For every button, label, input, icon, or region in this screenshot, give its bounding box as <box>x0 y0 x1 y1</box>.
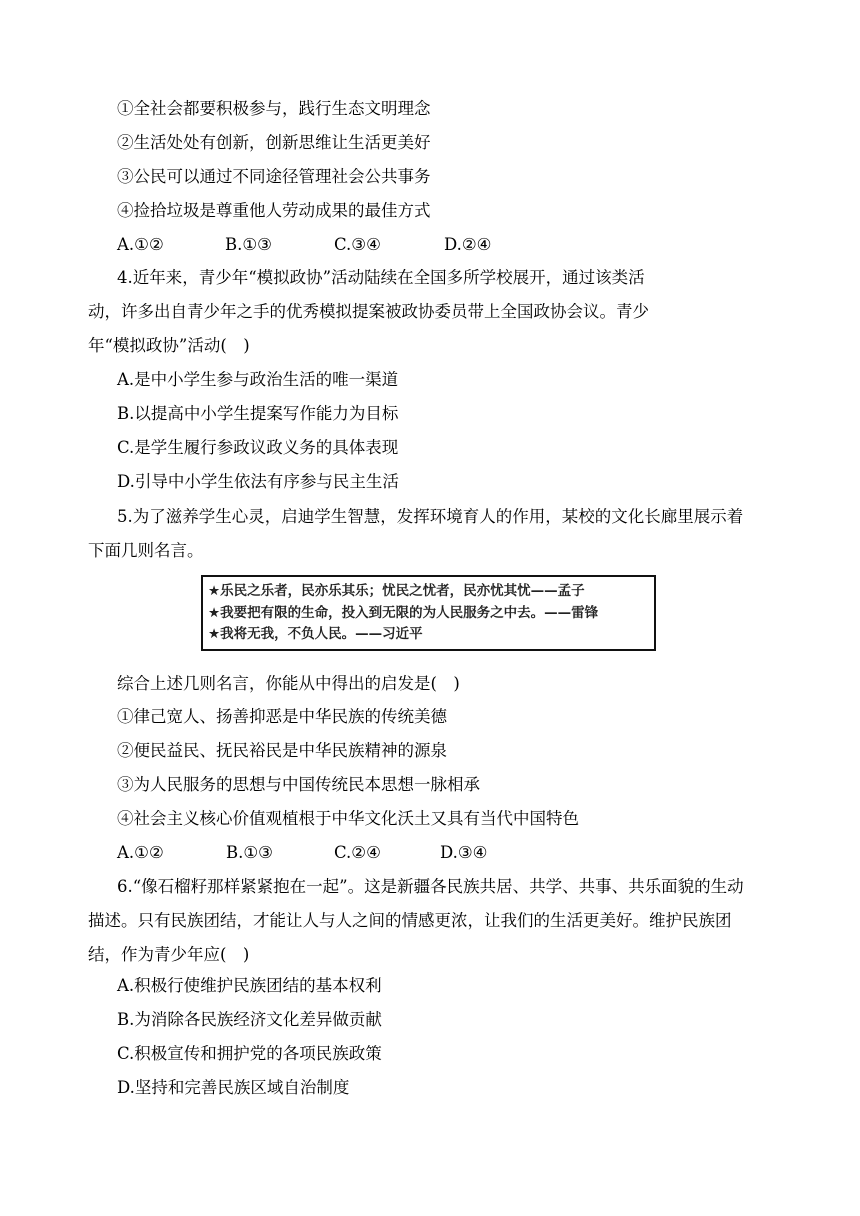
question-6-stem-cont: 描述。只有民族团结，才能让人与人之间的情感更浓，让我们的生活更美好。维护民族团 <box>88 911 732 930</box>
question-6-stem-end: 结，作为青少年应( ) <box>88 945 250 964</box>
q4-option-a: A.是中小学生参与政治生活的唯一渠道 <box>117 370 399 389</box>
q5-answer-options <box>117 843 487 863</box>
q5-option-b: B.①③ <box>226 843 273 862</box>
option-d: D.②④ <box>444 235 492 254</box>
q5-statement-4: ④社会主义核心价值观植根于中华文化沃土又具有当代中国特色 <box>117 809 579 828</box>
quotes-box <box>201 575 656 651</box>
option-b: B.①③ <box>225 235 272 254</box>
q5-statement-3: ③为人民服务的思想与中国传统民本思想一脉相承 <box>117 775 480 794</box>
statement-3: ③公民可以通过不同途径管理社会公共事务 <box>117 167 431 186</box>
question-4-stem-cont: 动，许多出自青少年之手的优秀模拟提案被政协委员带上全国政协会议。青少 <box>88 302 649 321</box>
option-c: C.③④ <box>334 235 381 254</box>
q4-option-d: D.引导中小学生依法有序参与民主生活 <box>117 472 399 491</box>
q6-option-a: A.积极行使维护民族团结的基本权利 <box>117 976 382 995</box>
q5-option-a: A.①② <box>117 843 164 862</box>
q4-option-c: C.是学生履行参政议政义务的具体表现 <box>117 438 399 457</box>
question-4-stem-end: 年“模拟政协”活动( ) <box>88 336 250 355</box>
q6-option-c: C.积极宣传和拥护党的各项民族政策 <box>117 1044 382 1063</box>
question-6-stem: 6.“像石榴籽那样紧紧抱在一起”。这是新疆各民族共居、共学、共事、共乐面貌的生动 <box>117 877 744 896</box>
q5-statement-2: ②便民益民、抚民裕民是中华民族精神的源泉 <box>117 741 447 760</box>
q5-option-c: C.②④ <box>334 843 381 862</box>
statement-2: ②生活处处有创新，创新思维让生活更美好 <box>117 133 431 152</box>
quote-mencius: ★乐民之乐者，民亦乐其乐；忧民之忧者，民亦忧其忧——孟子 <box>208 583 585 599</box>
q5-option-d: D.③④ <box>440 843 488 862</box>
answer-options <box>117 235 491 255</box>
q6-option-d: D.坚持和完善民族区域自治制度 <box>117 1078 350 1097</box>
q5-statement-1: ①律己宽人、扬善抑恶是中华民族的传统美德 <box>117 707 447 726</box>
question-5-stem-cont: 下面几则名言。 <box>88 541 204 560</box>
quote-leifeng: ★我要把有限的生命，投入到无限的为人民服务之中去。——雷锋 <box>208 604 599 621</box>
quote-xijinping: ★我将无我，不负人民。——习近平 <box>208 626 423 642</box>
option-a: A.①② <box>117 235 164 254</box>
q4-option-b: B.以提高中小学生提案写作能力为目标 <box>117 404 399 423</box>
statement-1: ①全社会都要积极参与，践行生态文明理念 <box>117 99 431 118</box>
question-4-stem: 4.近年来，青少年“模拟政协”活动陆续在全国多所学校展开，通过该类活 <box>117 268 645 287</box>
statement-4: ④捡拾垃圾是尊重他人劳动成果的最佳方式 <box>117 201 431 220</box>
question-5-stem: 5.为了滋养学生心灵，启迪学生智慧，发挥环境育人的作用，某校的文化长廊里展示着 <box>117 507 744 526</box>
question-5-question: 综合上述几则名言，你能从中得出的启发是( ) <box>117 674 460 693</box>
q6-option-b: B.为消除各民族经济文化差异做贡献 <box>117 1010 382 1029</box>
